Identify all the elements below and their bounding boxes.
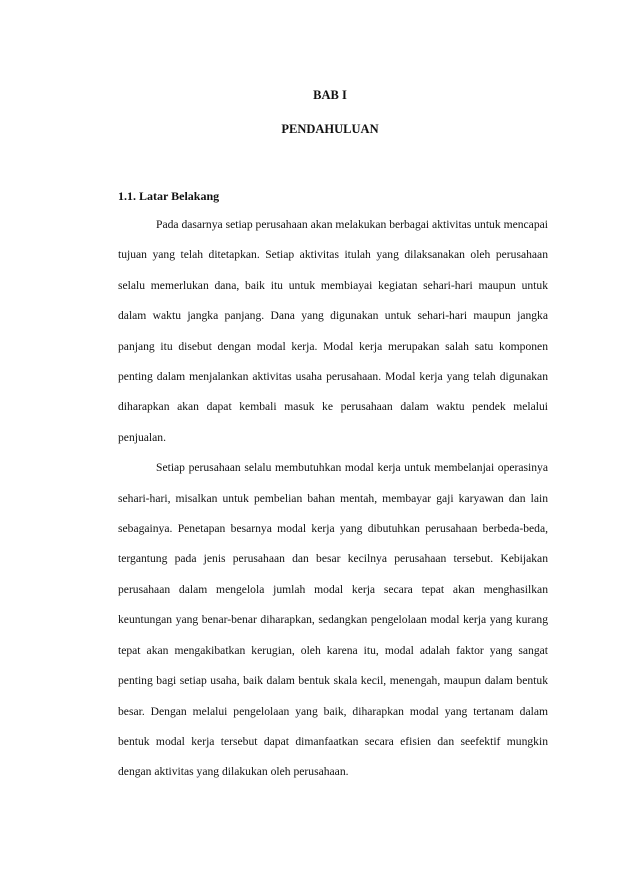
section-heading: 1.1. Latar Belakang xyxy=(118,189,220,203)
paragraph: Setiap perusahaan selalu membutuhkan modal kerja untuk membelanjai operasinya sehari-hari, misalkan untuk pembelian bahan mentah, membayar gaji karyawan dan lain sebagainya. Penetapan besarnya modal kerja yang dibutuhkan perusahaan berbeda-beda, tergantung pada jenis perusahaan dan besar kecilnya perusahaan tersebut. Kebijakan perusahaan dalam mengelola jumlah modal kerja secara tepat akan menghasilkan keuntungan yang benar-benar diharapkan, sedangkan pengelolaan modal kerja yang kurang tepat akan mengakibatkan kerugian, oleh karena itu, modal adalah faktor yang sangat penting bagi setiap usaha, baik dalam bentuk skala kecil, menengah, maupun dalam bentuk besar. Dengan melalui pengelolaan yang baik, diharapkan modal yang tertanam dalam bentuk modal kerja tersebut dapat dimanfaatkan secara efisien dan seefektif mungkin dengan aktivitas yang dilakukan oleh perusahaan. xyxy=(118,461,548,779)
paragraph: Pada dasarnya setiap perusahaan akan melakukan berbagai aktivitas untuk mencapai tujuan yang telah ditetapkan. Setiap aktivitas itulah yang dilaksanakan oleh perusahaan selalu memerlukan dana, baik itu untuk membiayai kegiatan sehari-hari maupun untuk dalam waktu jangka panjang. Dana yang digunakan untuk sehari-hari maupun jangka panjang itu disebut dengan modal kerja. Modal kerja merupakan salah satu komponen penting dalam menjalankan aktivitas usaha perusahaan. Modal kerja yang telah digunakan diharapkan akan dapat kembali masuk ke perusahaan dalam waktu pendek melalui penjualan. xyxy=(118,218,548,444)
chapter-title: PENDAHULUAN xyxy=(281,122,379,136)
section-body xyxy=(118,210,548,788)
chapter-number: BAB I xyxy=(313,88,347,102)
